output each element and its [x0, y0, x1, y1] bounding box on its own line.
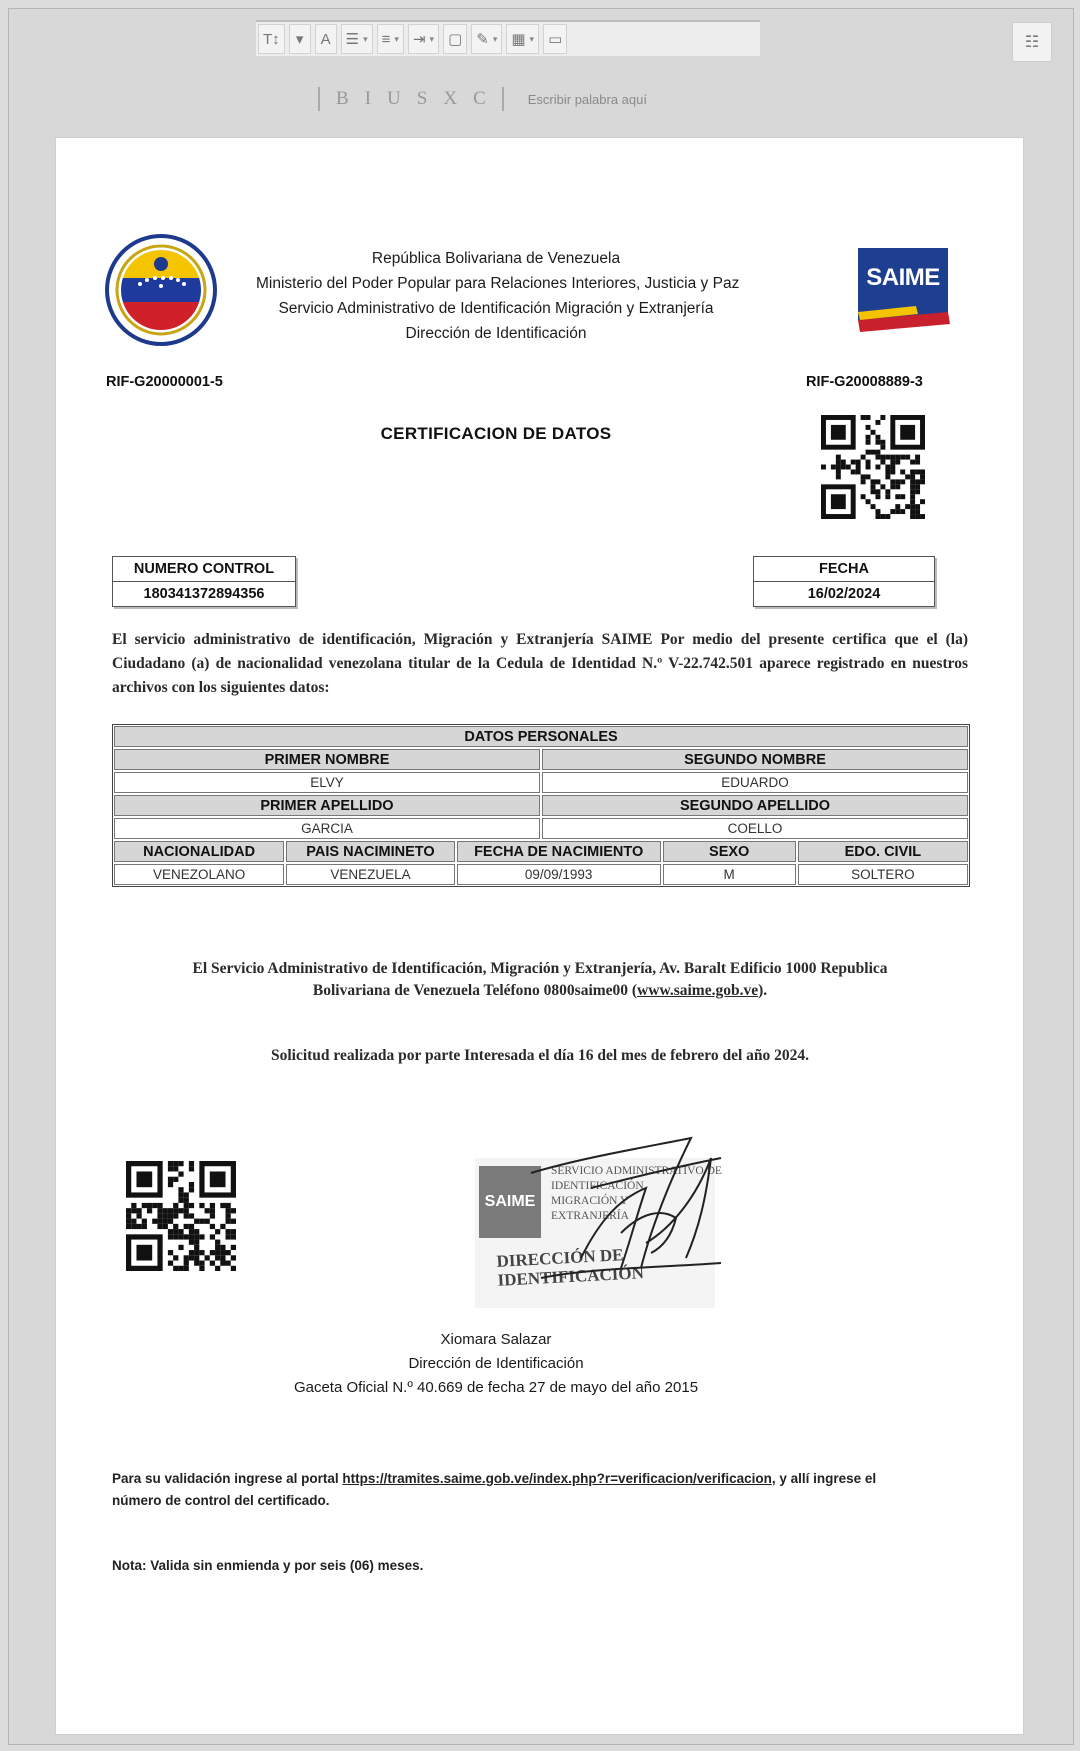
- saime-website-link[interactable]: www.saime.gob.ve: [637, 982, 759, 999]
- chevron-down-icon: ▾: [529, 33, 535, 44]
- header-direction: Dirección de Identificación: [405, 325, 587, 342]
- toolbar-separator: [502, 87, 504, 111]
- stamp-bottom-line-1: DIRECCIÓN DE: [496, 1245, 624, 1271]
- validation-prefix: Para su validación ingrese al portal: [112, 1471, 343, 1486]
- personal-data-table: [112, 724, 970, 887]
- draw-icon: ✎: [476, 31, 489, 48]
- text-format-toolbar: [318, 82, 647, 116]
- header-republic: República Bolivariana de Venezuela: [371, 250, 621, 267]
- second-surname-value: COELLO: [542, 818, 968, 839]
- intro-paragraph: El servicio administrativo de identificación, Migración y Extranjería SAIME Por medio del presente certifica que el (la) Ciudadano (a) de nacionalidad venezolana titular de la Cedula de Identidad N.º V-22.742.501 aparece registrado en nuestros archivos con los siguientes datos:: [112, 631, 968, 696]
- clear-format-button[interactable]: X: [443, 88, 458, 109]
- second-surname-label: SEGUNDO APELLIDO: [542, 795, 968, 816]
- rif-right: RIF-G20008889-3: [806, 374, 923, 390]
- nationality-label: NACIONALIDAD: [114, 841, 284, 862]
- ministry-seal-logo: [100, 234, 222, 346]
- draw-button[interactable]: [471, 24, 502, 54]
- header-ministry: Ministerio del Poder Popular para Relaciones Interiores, Justicia y Paz: [256, 275, 740, 292]
- first-surname-value: GARCIA: [114, 818, 540, 839]
- first-name-value: ELVY: [114, 772, 540, 793]
- search-input[interactable]: Escribir palabra aquí: [527, 91, 647, 107]
- address-line-2-end: ).: [758, 982, 768, 999]
- official-stamp: [471, 1118, 731, 1318]
- first-surname-label: PRIMER APELLIDO: [114, 795, 540, 816]
- table-button[interactable]: [506, 24, 539, 54]
- second-name-label: SEGUNDO NOMBRE: [542, 749, 968, 770]
- sex-value: M: [663, 864, 796, 885]
- chevron-down-icon: ▾: [363, 33, 368, 44]
- birth-date-value: 09/09/1993: [457, 864, 661, 885]
- stamp-logo: SAIME: [479, 1166, 541, 1238]
- chevron-down-icon: ▾: [492, 33, 498, 44]
- control-number-label: NUMERO CONTROL: [113, 557, 295, 582]
- rif-left: RIF-G20000001-5: [106, 374, 223, 390]
- align-icon: ≡: [381, 30, 391, 48]
- list-button[interactable]: [341, 24, 373, 54]
- comment-icon: ▭: [548, 31, 563, 48]
- second-name-value: EDUARDO: [542, 772, 968, 793]
- bold-button[interactable]: B: [336, 88, 349, 109]
- birth-country-label: PAIS NACIMINETO: [286, 841, 455, 862]
- font-size-button[interactable]: [258, 24, 285, 54]
- validation-suffix: , y allí ingrese el: [771, 1471, 877, 1486]
- strike-button[interactable]: S: [416, 88, 428, 109]
- birth-country-value: VENEZUELA: [286, 864, 455, 885]
- address-paragraph: [112, 958, 968, 1002]
- validation-line-2: número de control del certificado.: [112, 1493, 330, 1508]
- document-title: CERTIFICACION DE DATOS: [380, 424, 612, 443]
- signature-block: [256, 1328, 736, 1400]
- color-button[interactable]: [315, 24, 337, 54]
- date-box: [753, 556, 935, 607]
- qr-code-icon: [126, 1161, 236, 1271]
- civil-status-value: SOLTERO: [798, 864, 968, 885]
- signer-name: Xiomara Salazar: [440, 1331, 552, 1348]
- control-number-value: 180341372894356: [143, 586, 265, 602]
- panel-icon: ☷: [1024, 34, 1040, 51]
- address-line-2-text: Bolivariana de Venezuela Teléfono 0800saime00 (: [312, 982, 638, 999]
- formatting-toolbar: [256, 20, 760, 56]
- indent-icon: ⇥: [412, 31, 426, 48]
- image-button[interactable]: [443, 24, 467, 54]
- address-line-2: [112, 980, 968, 1002]
- date-value: 16/02/2024: [807, 586, 881, 602]
- panel-toggle-button[interactable]: [1012, 22, 1052, 62]
- document-header: [256, 246, 740, 346]
- list-icon: ☰: [345, 31, 360, 48]
- control-number-box: [112, 556, 296, 607]
- birth-date-label: FECHA DE NACIMIENTO: [457, 841, 661, 862]
- image-icon: ▢: [448, 31, 463, 48]
- color-icon: A: [320, 30, 331, 48]
- address-line-1: El Servicio Administrativo de Identificación, Migración y Extranjería, Av. Baralt Edificio 1000 Republica: [192, 960, 888, 977]
- saime-logo: [856, 246, 952, 336]
- italic-button[interactable]: I: [364, 88, 372, 109]
- table-title: DATOS PERSONALES: [114, 726, 968, 747]
- code-button[interactable]: C: [473, 88, 486, 109]
- sex-label: SEXO: [663, 841, 796, 862]
- nationality-value: VENEZOLANO: [114, 864, 284, 885]
- saime-logo-text: SAIME: [866, 264, 940, 291]
- stamp-line-4: EXTRANJERÍA: [551, 1210, 629, 1222]
- underline-button[interactable]: U: [387, 88, 401, 109]
- qr-code-icon: [821, 415, 925, 519]
- civil-status-label: EDO. CIVIL: [798, 841, 968, 862]
- handwritten-signature: [471, 1118, 731, 1318]
- date-label: FECHA: [754, 557, 934, 582]
- stamp-line-2: IDENTIFICACIÓN: [551, 1180, 644, 1192]
- chevron-down-icon: ▾: [394, 33, 399, 44]
- stamp-bottom-line-2: IDENTIFICACIÓN: [497, 1263, 645, 1290]
- stamp-line-3: MIGRACIÓN Y: [551, 1195, 629, 1207]
- validation-line-1: [112, 1468, 968, 1490]
- signer-department: Dirección de Identificación: [408, 1355, 584, 1372]
- table-icon: ▦: [511, 31, 526, 48]
- toolbar-separator: [318, 87, 320, 111]
- indent-button[interactable]: [408, 24, 439, 54]
- header-service: Servicio Administrativo de Identificación Migración y Extranjería: [278, 300, 714, 317]
- chevron-down-icon: ▾: [429, 33, 435, 44]
- align-button[interactable]: [377, 24, 404, 54]
- validation-link[interactable]: https://tramites.saime.gob.ve/index.php?r=verificacion/verificacion: [342, 1471, 772, 1486]
- document-page: [55, 137, 1024, 1735]
- dropdown-caret-icon: ▾: [295, 31, 304, 48]
- comment-button[interactable]: [543, 24, 567, 54]
- official-gazette: Gaceta Oficial N.º 40.669 de fecha 27 de mayo del año 2015: [293, 1379, 699, 1396]
- validity-note: Nota: Valida sin enmienda y por seis (06) meses.: [112, 1558, 424, 1573]
- first-name-label: PRIMER NOMBRE: [114, 749, 540, 770]
- dropdown-caret-button[interactable]: [289, 24, 311, 54]
- font-size-icon: T↕: [263, 30, 280, 48]
- request-paragraph: Solicitud realizada por parte Interesada el día 16 del mes de febrero del año 2024.: [270, 1047, 810, 1064]
- stamp-line-1: SERVICIO ADMINISTRATIVO DE: [551, 1165, 722, 1177]
- validation-note: [112, 1468, 968, 1512]
